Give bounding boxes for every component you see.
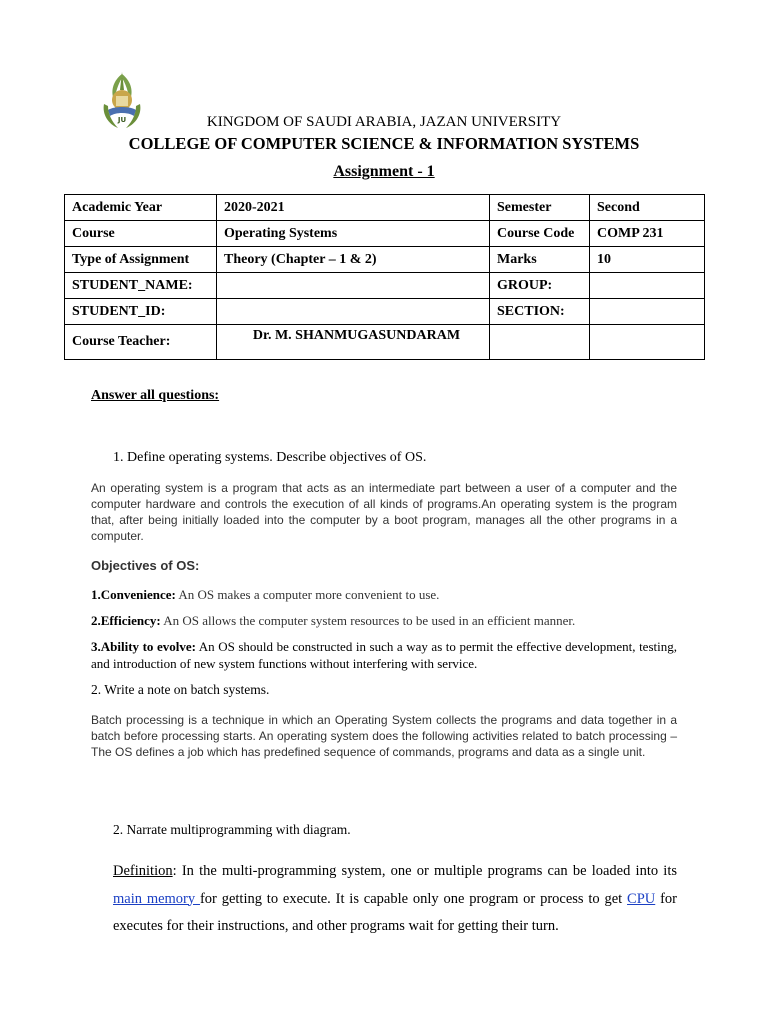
empty-cell — [490, 325, 590, 360]
teacher-value: Dr. M. SHANMUGASUNDARAM — [217, 325, 490, 360]
course-value: Operating Systems — [217, 221, 490, 247]
table-row — [65, 247, 705, 273]
objective-3-text: An OS should be constructed in such a way as to permit the effective development, testing, and introduction of new system functions without interfering with service. — [91, 639, 677, 671]
student-name-label: STUDENT_NAME: — [65, 273, 217, 299]
teacher-label: Course Teacher: — [65, 325, 217, 360]
semester-label: Semester — [490, 195, 590, 221]
table-row — [65, 325, 705, 360]
definition-text-3: for executes for their instructions, and other programs wait for getting their turn. — [113, 890, 677, 934]
student-name-field[interactable] — [217, 273, 490, 299]
type-value: Theory (Chapter – 1 & 2) — [217, 247, 490, 273]
table-row — [65, 221, 705, 247]
definition-label: Definition — [113, 863, 173, 879]
main-memory-link[interactable]: main memory — [113, 890, 200, 907]
kingdom-heading: KINGDOM OF SAUDI ARABIA, JAZAN UNIVERSITY — [206, 114, 562, 130]
course-code-value: COMP 231 — [590, 221, 705, 247]
group-field[interactable] — [590, 273, 705, 299]
answer-all-heading: Answer all questions: — [91, 388, 220, 403]
objective-3 — [91, 638, 677, 672]
objectives-heading: Objectives of OS: — [91, 558, 200, 573]
type-label: Type of Assignment — [65, 247, 217, 273]
table-row — [65, 299, 705, 325]
objective-2-text: An OS allows the computer system resources to be used in an efficient manner. — [160, 613, 576, 628]
objective-3-label: 3.Ability to evolve: — [91, 639, 196, 654]
group-label: GROUP: — [490, 273, 590, 299]
objective-1-text: An OS makes a computer more convenient to use. — [175, 587, 440, 602]
answer-1-paragraph: An operating system is a program that acts as an intermediate part between a user of a computer and the computer hardware and controls the execution of all kinds of programs.An operating system is the program that, after being initially loaded into the computer by a boot program, manages all the other programs in a computer. — [91, 481, 677, 543]
empty-cell — [590, 325, 705, 360]
section-label: SECTION: — [490, 299, 590, 325]
table-row — [65, 273, 705, 299]
objective-1-label: 1.Convenience: — [91, 587, 176, 602]
question-3: 2. Narrate multiprogramming with diagram. — [113, 822, 351, 837]
semester-value: Second — [590, 195, 705, 221]
logo-mark: JU — [117, 116, 127, 124]
college-heading: COLLEGE OF COMPUTER SCIENCE & INFORMATION SYSTEMS — [128, 134, 640, 153]
definition-paragraph — [113, 858, 677, 941]
question-2: 2. Write a note on batch systems. — [91, 682, 270, 697]
marks-value: 10 — [590, 247, 705, 273]
cpu-link[interactable]: CPU — [627, 890, 656, 907]
table-row — [65, 195, 705, 221]
objective-2-label: 2.Efficiency: — [91, 613, 161, 628]
definition-text-1: : In the multi-programming system, one or multiple programs can be loaded into its — [172, 863, 677, 879]
question-1: 1. Define operating systems. Describe objectives of OS. — [113, 450, 427, 465]
academic-year-label: Academic Year — [65, 195, 217, 221]
assignment-title: Assignment - 1 — [333, 163, 435, 180]
objective-2 — [91, 613, 575, 629]
definition-text-2: for getting to execute. It is capable only one program or process to get — [199, 890, 628, 907]
assignment-info-table — [64, 194, 705, 360]
course-label: Course — [65, 221, 217, 247]
student-id-field[interactable] — [217, 299, 490, 325]
objective-1 — [91, 587, 439, 603]
marks-label: Marks — [490, 247, 590, 273]
course-code-label: Course Code — [490, 221, 590, 247]
student-id-label: STUDENT_ID: — [65, 299, 217, 325]
academic-year-value: 2020-2021 — [217, 195, 490, 221]
answer-2-paragraph: Batch processing is a technique in which an Operating System collects the programs and data together in a batch before processing starts. An operating system does the following activities related to batch processing – The OS defines a job which has predefined sequence of commands, programs and data as a single unit. — [91, 713, 677, 759]
section-field[interactable] — [590, 299, 705, 325]
